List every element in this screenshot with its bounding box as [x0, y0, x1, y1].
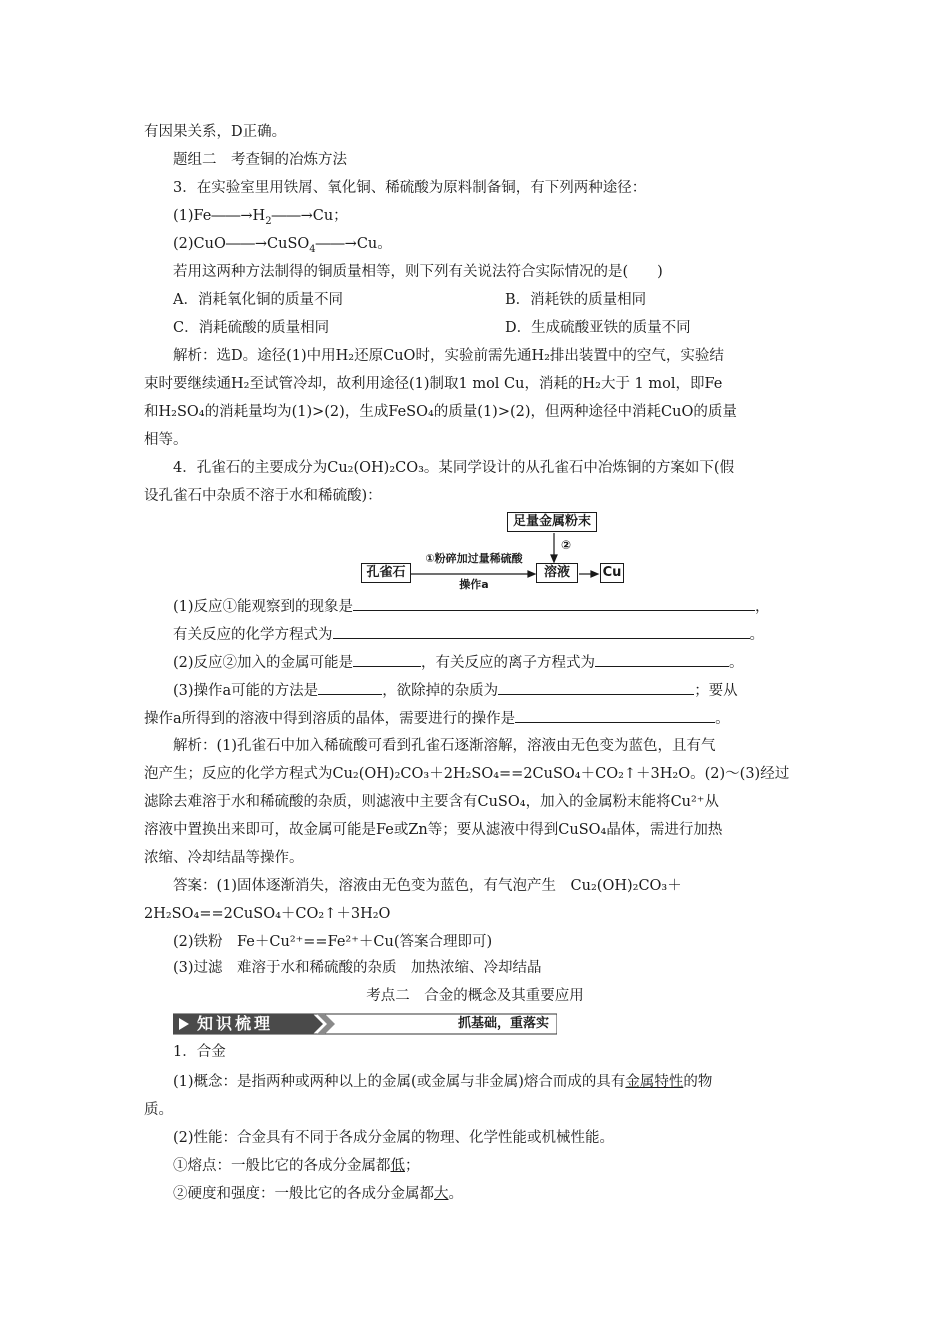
option-a: A．消耗氧化铜的质量不同 — [173, 292, 343, 308]
copper-box: Cu — [600, 563, 624, 583]
answer-line: (3)过滤 难溶于水和稀硫酸的杂质 加热浓缩、冷却结晶 — [173, 960, 542, 976]
answer-blank[interactable] — [595, 652, 729, 667]
answer-line: 2H₂SO₄==2CuSO₄＋CO₂↑＋3H₂O — [144, 906, 391, 922]
answer-blank[interactable] — [353, 596, 755, 611]
section-heading: 题组二 考查铜的冶炼方法 — [173, 152, 347, 168]
heading-alloy: 1．合金 — [173, 1044, 226, 1060]
melting-point-line: ①熔点：一般比它的各成分金属都低； — [173, 1158, 420, 1174]
banner-slogan: 抓基础，重落实 — [457, 1016, 549, 1031]
question-4: 4．孔雀石的主要成分为Cu₂(OH)₂CO₃。某同学设计的从孔雀石中冶炼铜的方案如下(假 — [173, 460, 735, 476]
sub-question-1: (1)反应①能观察到的现象是 ， — [173, 596, 770, 617]
concept-line-cont: 质。 — [144, 1102, 173, 1118]
banner-title: 知识梳理 — [197, 1014, 274, 1033]
question-3: 3．在实验室里用铁屑、氧化铜、稀硫酸为原料制备铜，有下列两种途径： — [173, 180, 647, 196]
sub-question-3b: 操作a所得到的溶液中得到溶质的晶体，需要进行的操作是 。 — [144, 708, 730, 729]
explanation-line: 解析：选D。途径(1)中用H₂还原CuO时，实验前需先通H₂排出装置中的空气，实验结 — [173, 348, 724, 364]
answer-blank[interactable] — [333, 624, 750, 639]
question-3-stem: 若用这两种方法制得的铜质量相等，则下列有关说法符合实际情况的是( ) — [173, 264, 663, 280]
solution-line: 溶液中置换出来即可，故金属可能是Fe或Zn等；要从滤液中得到CuSO₄晶体，需进行加热 — [144, 822, 723, 838]
answer-blank[interactable] — [515, 708, 715, 723]
step-1-label: ①粉碎加过量稀硫酸 — [425, 552, 523, 565]
arrowhead-icon — [591, 571, 598, 577]
solution-line: 解析：(1)孔雀石中加入稀硫酸可看到孔雀石逐渐溶解，溶液由无色变为蓝色，且有气 — [173, 738, 716, 754]
flow-arrows — [0, 0, 950, 620]
text-line: 有因果关系，D正确。 — [144, 124, 287, 140]
option-b: B．消耗铁的质量相同 — [505, 292, 647, 308]
sub-question-1b: 有关反应的化学方程式为 。 — [173, 624, 764, 645]
explanation-line: 束时要继续通H₂至试管冷却，故利用途径(1)制取1 mol Cu，消耗的H₂大于 1 mol，即Fe — [144, 376, 723, 392]
arrowhead-icon — [551, 555, 557, 562]
hardness-line: ②硬度和强度：一般比它的各成分金属都大。 — [173, 1186, 463, 1202]
answer-blank[interactable] — [498, 680, 694, 695]
option-c: C．消耗硫酸的质量相同 — [173, 320, 330, 336]
solution-line: 滤除去难溶于水和稀硫酸的杂质，则滤液中主要含有CuSO₄，加入的金属粉末能将Cu²⁺从 — [144, 794, 719, 810]
sub-question-3: (3)操作a可能的方法是 ，欲除掉的杂质为 ；要从 — [173, 680, 738, 701]
knowledge-banner — [173, 1012, 557, 1036]
solution-line: 泡产生；反应的化学方程式为Cu₂(OH)₂CO₃＋2H₂SO₄==2CuSO₄＋CO₂↑＋3H₂O。(2)～(3)经过 — [144, 766, 790, 782]
answer-blank[interactable] — [318, 680, 382, 695]
concept-line: (1)概念：是指两种或两种以上的金属(或金属与非金属)熔合而成的具有金属特性的物 — [173, 1074, 713, 1090]
question-4-cont: 设孔雀石中杂质不溶于水和稀硫酸)： — [144, 488, 382, 504]
explanation-line: 相等。 — [144, 432, 188, 448]
malachite-box: 孔雀石 — [361, 563, 411, 583]
option-d: D．生成硫酸亚铁的质量不同 — [505, 320, 691, 336]
step-2-label: ② — [561, 538, 572, 552]
metal-powder-box: 足量金属粉末 — [507, 512, 597, 532]
arrowhead-icon — [528, 571, 535, 577]
route-2: (2)CuO――→CuSO$_4$――→Cu。 — [173, 236, 392, 255]
operation-a-label: 操作a — [459, 578, 489, 591]
section-title: 考点二 合金的概念及其重要应用 — [366, 988, 584, 1004]
route-1: $(1)Fe――\to H_2――\to Cu$； — [173, 208, 348, 227]
solution-box: 溶液 — [536, 563, 578, 583]
explanation-line: 和H₂SO₄的消耗量均为(1)>(2)，生成FeSO₄的质量(1)>(2)，但两种途径中消耗CuO的质量 — [144, 404, 737, 420]
answer-blank[interactable] — [353, 652, 421, 667]
solution-line: 浓缩、冷却结晶等操作。 — [144, 850, 304, 866]
sub-question-2: (2)反应②加入的金属可能是 ，有关反应的离子方程式为 。 — [173, 652, 744, 673]
answer-line: 答案：(1)固体逐渐消失，溶液由无色变为蓝色，有气泡产生 Cu₂(OH)₂CO₃＋ — [173, 878, 682, 894]
answer-line: (2)铁粉 Fe＋Cu²⁺==Fe²⁺＋Cu(答案合理即可) — [173, 934, 493, 950]
property-line: (2)性能：合金具有不同于各成分金属的物理、化学性能或机械性能。 — [173, 1130, 615, 1146]
